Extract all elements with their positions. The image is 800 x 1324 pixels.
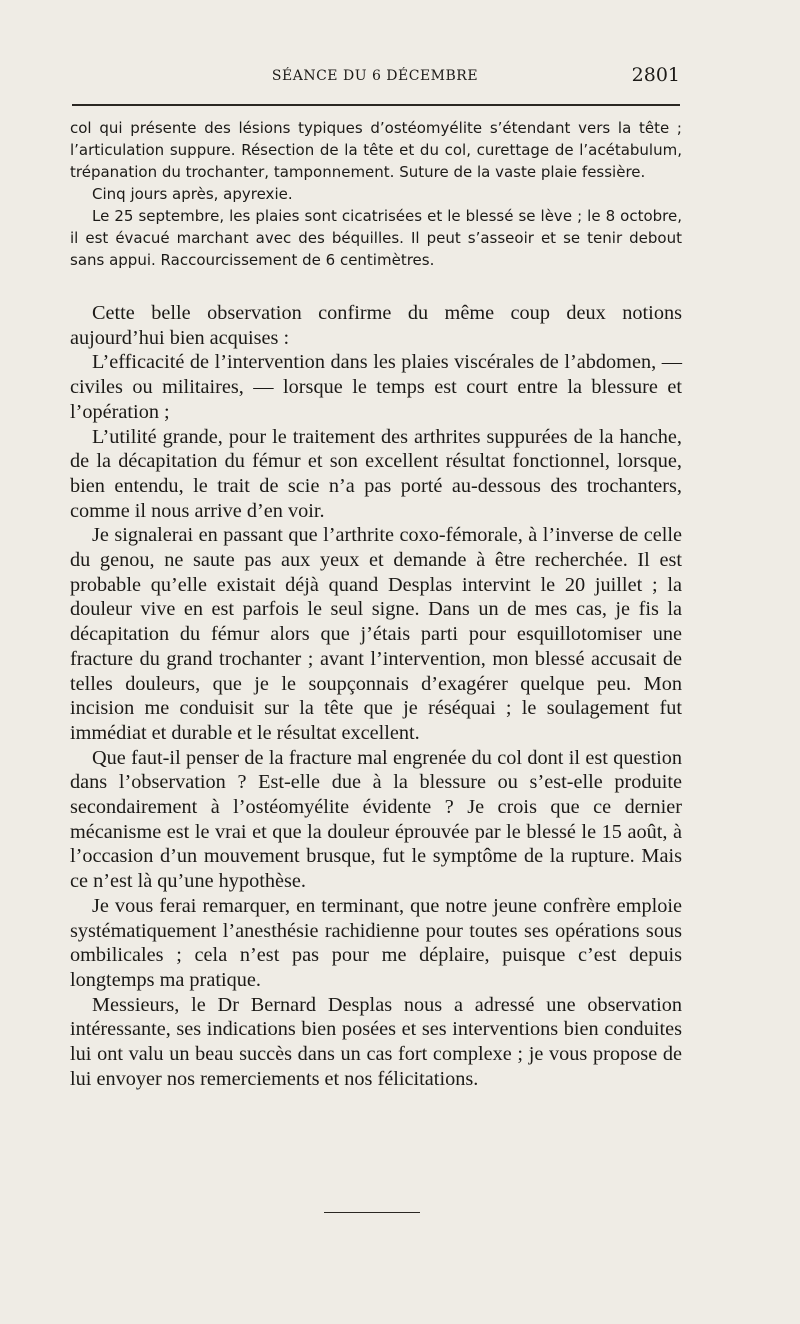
page-header <box>70 62 680 92</box>
header-rule <box>72 104 680 106</box>
observation-paragraph: Cinq jours après, apyrexie. <box>92 185 293 203</box>
commentary-paragraph: Je signalerai en passant que l’arthrite coxo-fémorale, à l’inverse de celle du genou, ne saute pas aux yeux et demande à être recherchée. Il est probable qu’elle existait déjà quand Desplas intervint le 20 juillet ; la douleur vive en est parfois le seul signe. Dans un de mes cas, je fis la décapitation du fémur alors que j’étais parti pour esquillotomiser une fracture du grand trochanter ; avant l’intervention, mon blessé accusait de telles douleurs, que je le soupçonnais d’exagérer quelque peu. Mon incision me conduisit sur la tête que je réséquai ; le soulagement fut immédiat et durable et le résultat excellent. <box>70 524 682 744</box>
commentary-paragraph: Messieurs, le Dr Bernard Desplas nous a adressé une observation intéressante, ses indications bien posées et ses interventions bien conduites lui ont valu un beau succès dans un cas fort complexe ; je vous propose de lui envoyer nos remerciements et nos félicitations. <box>70 993 682 1090</box>
commentary-section <box>70 301 682 1092</box>
observation-paragraph: Le 25 septembre, les plaies sont cicatrisées et le blessé se lève ; le 8 octobre, il est évacué marchant avec des béquilles. Il peut s’asseoir et se tenir debout sans appui. Raccourcissement de 6 centimètres. <box>70 207 682 269</box>
observation-section <box>70 117 682 271</box>
section-gap <box>70 271 682 301</box>
observation-paragraph: col qui présente des lésions typiques d’ostéomyélite s’étendant vers la tête ; l’articulation suppure. Résection de la tête et du col, curettage de l’acétabulum, trépanation du trochanter, tamponnement. Suture de la vaste plaie fessière. <box>70 119 682 181</box>
commentary-paragraph: Je vous ferai remarquer, en terminant, que notre jeune confrère emploie systématiquement l’anesthésie rachidienne pour toutes ses opérations sous ombilicales ; cela n’est pas pour me déplaire, puisque c’est depuis longtemps ma pratique. <box>70 894 682 991</box>
body-text <box>70 117 682 1092</box>
commentary-paragraph: Que faut-il penser de la fracture mal engrenée du col dont il est question dans l’observation ? Est-elle due à la blessure ou s’est-elle produite secondairement à l’ostéomyélite évidente ? Je crois que ce dernier mécanisme est le vrai et que la douleur éprouvée par le blessé le 15 août, à l’occasion d’un mouvement brusque, fut le symptôme de la rupture. Mais ce n’est là qu’une hypothèse. <box>70 746 682 893</box>
end-rule <box>324 1212 420 1213</box>
running-title: SÉANCE DU 6 DÉCEMBRE <box>271 68 479 84</box>
page-number: 2801 <box>631 64 680 86</box>
commentary-paragraph: L’efficacité de l’intervention dans les plaies viscérales de l’abdomen, — civiles ou militaires, — lorsque le temps est court entre la blessure et l’opération ; <box>70 351 682 423</box>
commentary-paragraph: L’utilité grande, pour le traitement des arthrites suppurées de la hanche, de la décapitation du fémur et son excellent résultat fonctionnel, lorsque, bien entendu, le trait de scie n’a pas porté au-dessous des trochanters, comme il nous arrive d’en voir. <box>70 425 682 522</box>
commentary-paragraph: Cette belle observation confirme du même coup deux notions aujourd’hui bien acquises : <box>70 302 682 349</box>
